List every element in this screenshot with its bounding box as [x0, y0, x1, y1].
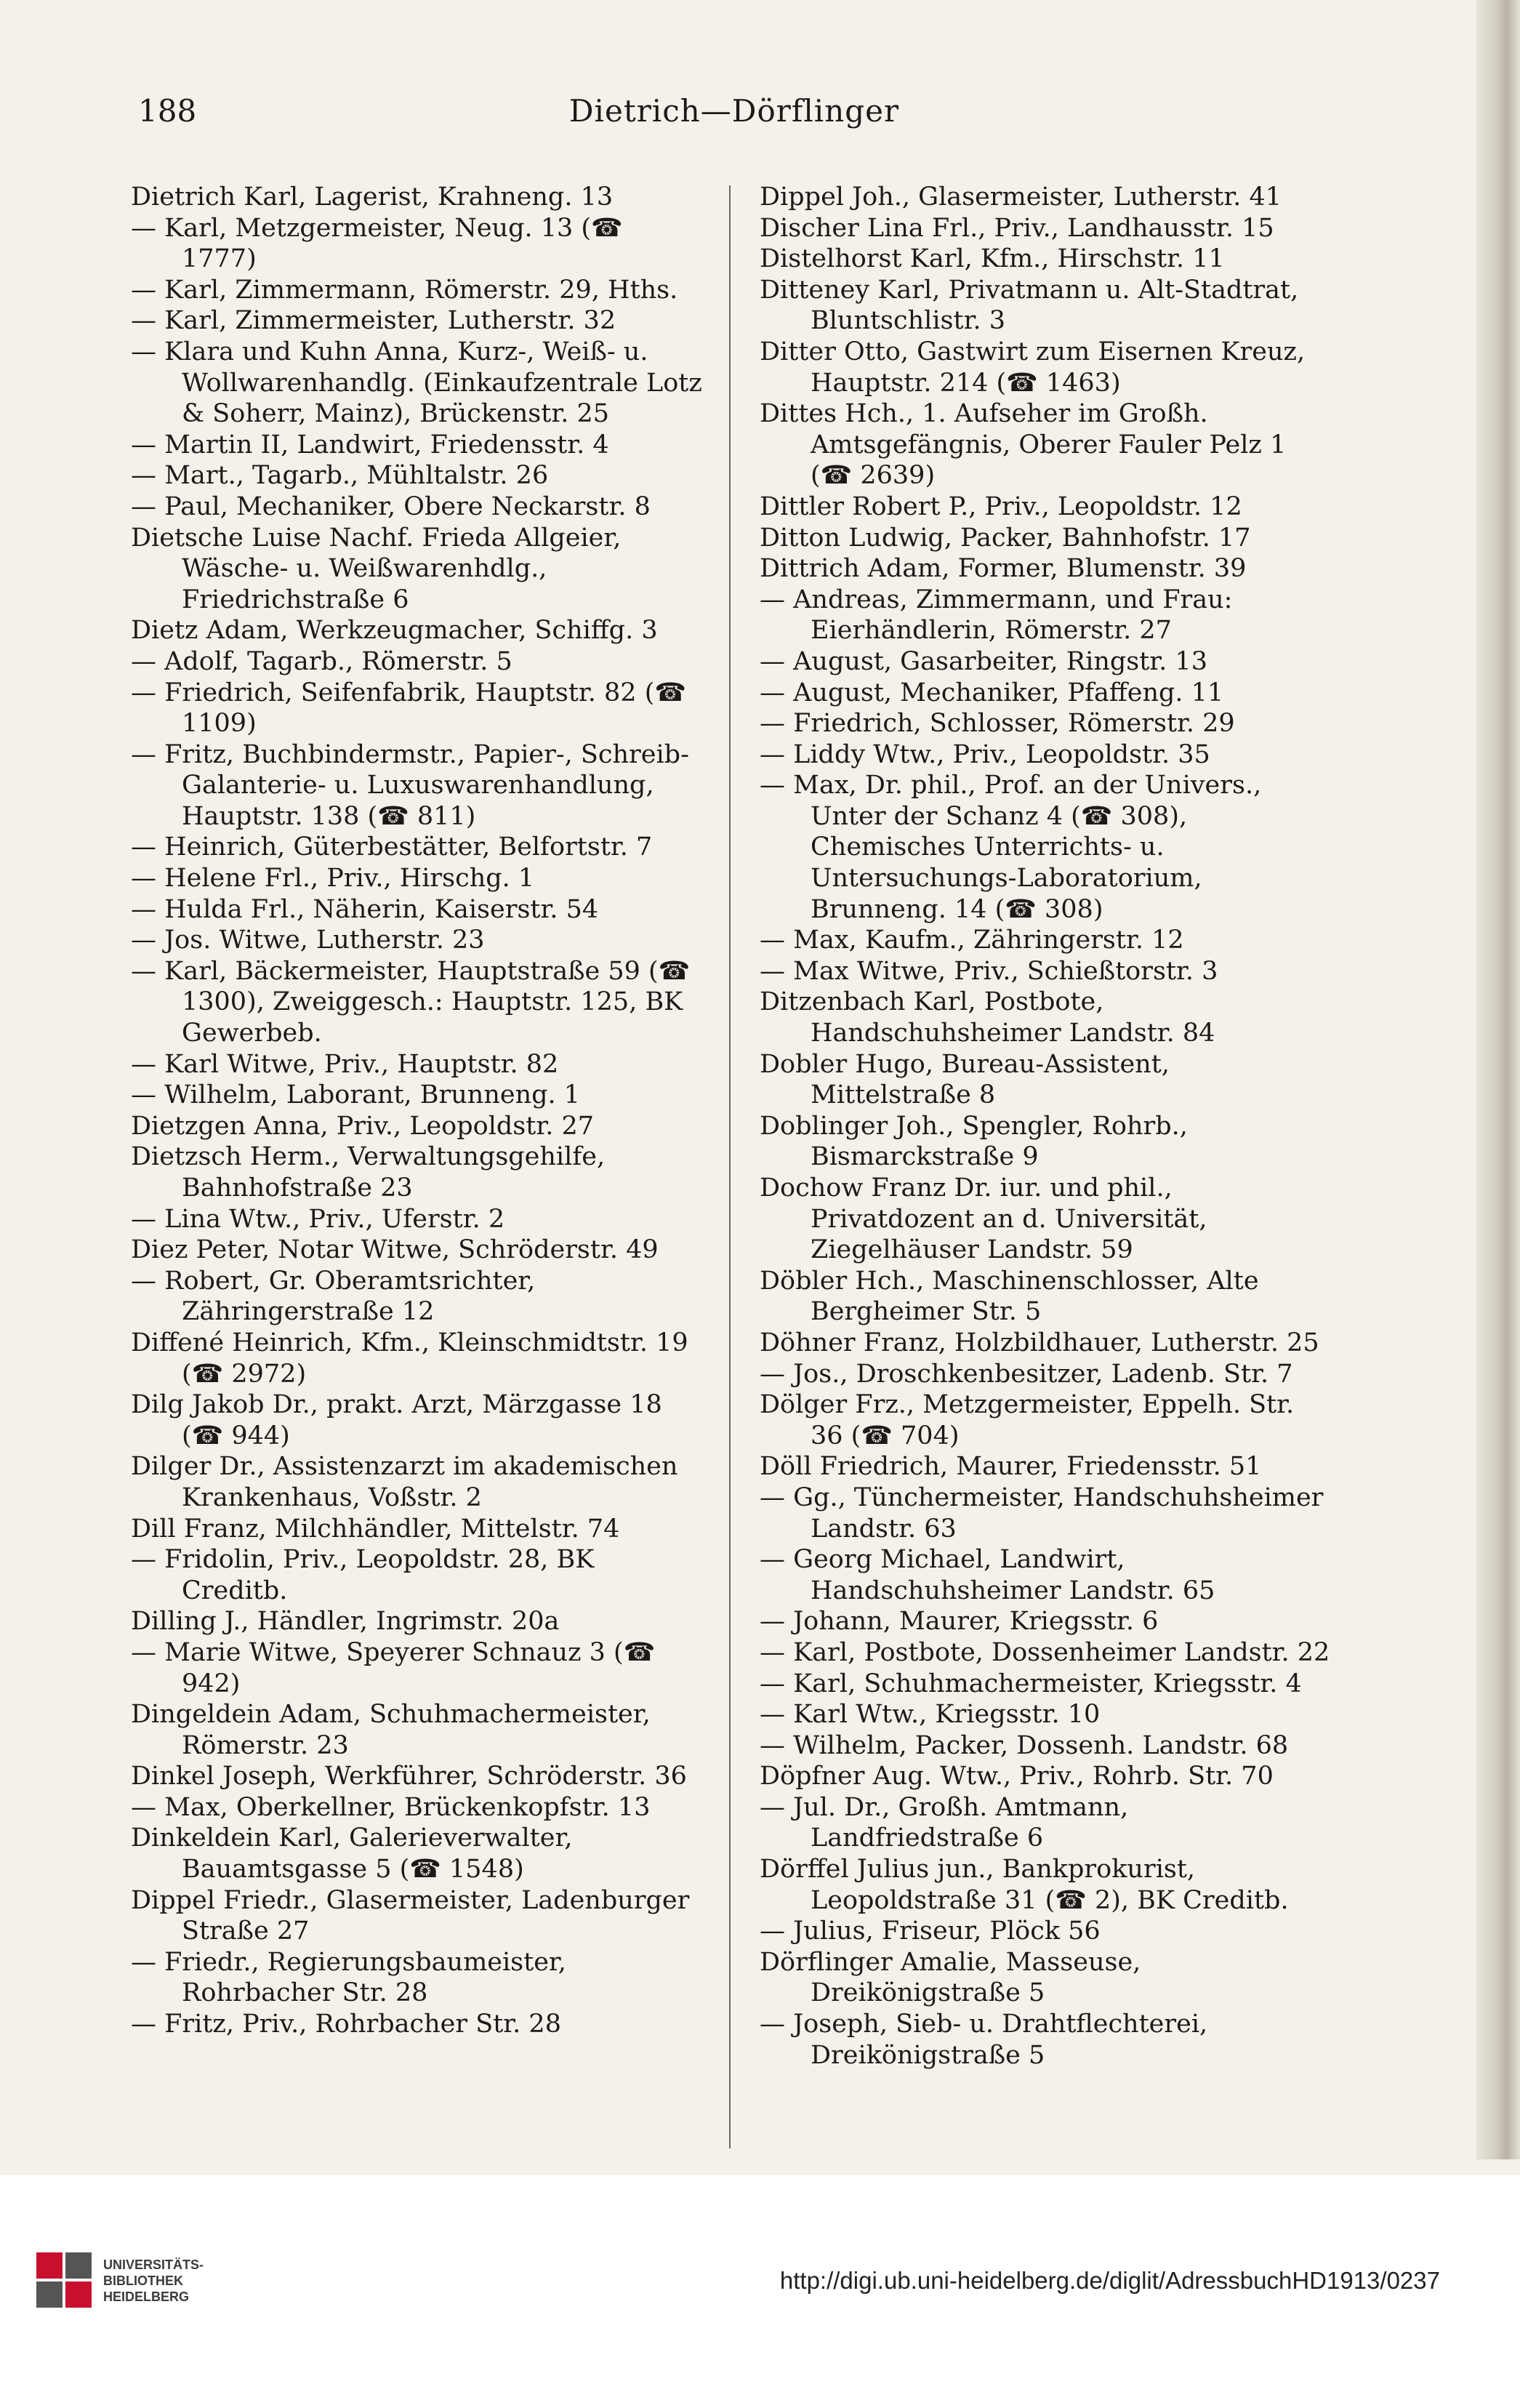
directory-entry: Diez Peter, Notar Witwe, Schröderstr. 49: [131, 1235, 659, 1265]
footer-bar: [0, 2175, 1520, 2408]
page-header: [138, 93, 1330, 137]
directory-entry: Döhner Franz, Holzbildhauer, Lutherstr. 25: [760, 1328, 1319, 1357]
directory-entry: — Wilhelm, Packer, Dossenh. Landstr. 68: [760, 1730, 1289, 1760]
directory-entry: Dölger Frz., Metzgermeister, Eppelh. Str. 36 (☎ 704): [760, 1390, 1295, 1450]
library-name: [103, 2257, 204, 2305]
directory-entry: Dochow Franz Dr. iur. und phil., Privatdozent an d. Universität, Ziegelhäuser Landstr. 59: [760, 1173, 1207, 1265]
directory-entry: Dittler Robert P., Priv., Leopoldstr. 12: [760, 491, 1242, 521]
directory-entry: — Hulda Frl., Näherin, Kaiserstr. 54: [131, 894, 599, 924]
directory-entry: — August, Gasarbeiter, Ringstr. 13: [760, 646, 1207, 676]
directory-entry: — Georg Michael, Landwirt, Handschuhsheimer Landstr. 65: [760, 1545, 1215, 1605]
directory-entry: Dittrich Adam, Former, Blumenstr. 39: [760, 554, 1247, 584]
library-name-line: HEIDELBERG: [103, 2289, 190, 2304]
directory-entry: — Karl, Postbote, Dossenheimer Landstr. 22: [760, 1637, 1330, 1667]
directory-entry: — Julius, Friseur, Plöck 56: [760, 1917, 1101, 1946]
directory-entry: Döpfner Aug. Wtw., Priv., Rohrb. Str. 70: [760, 1762, 1274, 1791]
directory-entry: — Max, Oberkellner, Brückenkopfstr. 13: [131, 1792, 651, 1822]
directory-entry: — Max, Dr. phil., Prof. an der Univers., Unter der Schanz 4 (☎ 308), Chemisches Unterrichts- u. Untersuchungs-Laboratorium, Brunneng. 14 (☎ 308): [760, 771, 1262, 924]
directory-entry: — Johann, Maurer, Kriegsstr. 6: [760, 1607, 1159, 1637]
page-number: 188: [138, 93, 197, 129]
directory-entry: Ditter Otto, Gastwirt zum Eisernen Kreuz, Hauptstr. 214 (☎ 1463): [760, 337, 1306, 398]
directory-entry: Döll Friedrich, Maurer, Friedensstr. 51: [760, 1452, 1262, 1482]
directory-entry: — Karl, Bäckermeister, Hauptstraße 59 (☎ 1300), Zweiggesch.: Hauptstr. 125, BK Gewerbeb.: [131, 956, 691, 1048]
column-divider: [729, 185, 731, 2148]
library-name-line: BIBLIOTHEK: [103, 2273, 183, 2288]
directory-entry: — Friedr., Regierungsbaumeister, Rohrbacher Str. 28: [131, 1947, 566, 2008]
directory-entry: — Wilhelm, Laborant, Brunneng. 1: [131, 1080, 581, 1110]
directory-entry: — Jos. Witwe, Lutherstr. 23: [131, 926, 485, 955]
directory-entry: — Karl Wtw., Kriegsstr. 10: [760, 1700, 1101, 1730]
directory-entry: Ditteney Karl, Privatmann u. Alt-Stadtrat, Bluntschlistr. 3: [760, 275, 1299, 336]
directory-entry: Doblinger Joh., Spengler, Rohrb., Bismarckstraße 9: [760, 1111, 1188, 1172]
directory-entry: Dippel Friedr., Glasermeister, Ladenburger Straße 27: [131, 1885, 690, 1946]
directory-entry: Distelhorst Karl, Kfm., Hirschstr. 11: [760, 244, 1225, 274]
directory-entry: — Mart., Tagarb., Mühltalstr. 26: [131, 461, 549, 491]
directory-entry: — Karl, Metzgermeister, Neug. 13 (☎ 1777): [131, 213, 623, 274]
left-column: [131, 182, 705, 2040]
directory-entry: — Karl, Zimmermann, Römerstr. 29, Hths.: [131, 275, 678, 305]
directory-entry: Dilger Dr., Assistenzarzt im akademischen Krankenhaus, Voßstr. 2: [131, 1452, 678, 1512]
directory-entry: Dilg Jakob Dr., prakt. Arzt, Märzgasse 18 (☎ 944): [131, 1390, 662, 1450]
directory-entry: — Heinrich, Güterbestätter, Belfortstr. 7: [131, 832, 653, 862]
right-column: [760, 182, 1334, 2071]
directory-entry: Dietrich Karl, Lagerist, Krahneng. 13: [131, 182, 614, 212]
library-name-line: UNIVERSITÄTS-: [103, 2258, 204, 2272]
directory-entry: Dietzsch Herm., Verwaltungsgehilfe, Bahnhofstraße 23: [131, 1142, 606, 1203]
directory-entry: Dörffel Julius jun., Bankprokurist, Leopoldstraße 31 (☎ 2), BK Creditb.: [760, 1855, 1289, 1915]
directory-entry: — Max Witwe, Priv., Schießtorstr. 3: [760, 956, 1218, 986]
directory-entry: — Karl Witwe, Priv., Hauptstr. 82: [131, 1049, 559, 1079]
directory-entry: Ditton Ludwig, Packer, Bahnhofstr. 17: [760, 523, 1251, 553]
directory-entry: Dietz Adam, Werkzeugmacher, Schiffg. 3: [131, 616, 658, 646]
directory-entry: Dill Franz, Milchhändler, Mittelstr. 74: [131, 1514, 620, 1544]
directory-entry: Diffené Heinrich, Kfm., Kleinschmidtstr. 19 (☎ 2972): [131, 1328, 688, 1389]
directory-entry: — Martin II, Landwirt, Friedensstr. 4: [131, 430, 609, 459]
directory-entry: Dietsche Luise Nachf. Frieda Allgeier, Wäsche- u. Weißwarenhdlg., Friedrichstraße 6: [131, 523, 622, 614]
directory-entry: — Paul, Mechaniker, Obere Neckarstr. 8: [131, 491, 651, 521]
directory-entry: — Jul. Dr., Großh. Amtmann, Landfriedstraße 6: [760, 1792, 1129, 1853]
scan-page-edge: [1476, 0, 1520, 2159]
directory-entry: — Friedrich, Seifenfabrik, Hauptstr. 82 (☎ 1109): [131, 678, 686, 739]
directory-entry: — Liddy Wtw., Priv., Leopoldstr. 35: [760, 739, 1210, 769]
running-head: Dietrich—Dörflinger: [568, 93, 900, 129]
directory-entry: Dobler Hugo, Bureau-Assistent, Mittelstraße 8: [760, 1049, 1170, 1110]
directory-entry: — Helene Frl., Priv., Hirschg. 1: [131, 864, 535, 894]
source-url-link[interactable]: http://digi.ub.uni-heidelberg.de/diglit/AdressbuchHD1913/0237: [779, 2267, 1440, 2294]
directory-entry: Dilling J., Händler, Ingrimstr. 20a: [131, 1607, 560, 1637]
directory-entry: Döbler Hch., Maschinenschlosser, Alte Bergheimer Str. 5: [760, 1266, 1259, 1327]
directory-entry: — Fridolin, Priv., Leopoldstr. 28, BK Creditb.: [131, 1545, 595, 1605]
directory-entry: — Jos., Droschkenbesitzer, Ladenb. Str. 7: [760, 1359, 1293, 1389]
directory-entry: — Max, Kaufm., Zähringerstr. 12: [760, 926, 1184, 955]
directory-entry: Dinkeldein Karl, Galerieverwalter, Bauamtsgasse 5 (☎ 1548): [131, 1823, 573, 1885]
directory-entry: — Robert, Gr. Oberamtsrichter, Zähringerstraße 12: [131, 1266, 536, 1327]
directory-entry: — Gg., Tünchermeister, Handschuhsheimer Landstr. 63: [760, 1482, 1324, 1544]
directory-entry: Dietzgen Anna, Priv., Leopoldstr. 27: [131, 1111, 595, 1141]
directory-entry: Dinkel Joseph, Werkführer, Schröderstr. 36: [131, 1762, 687, 1791]
directory-entry: — Fritz, Buchbindermstr., Papier-, Schreib- Galanterie- u. Luxuswarenhandlung, Hauptstr. 138 (☎ 811): [131, 739, 689, 831]
directory-entry: — Marie Witwe, Speyerer Schnauz 3 (☎ 942): [131, 1637, 656, 1698]
directory-entry: — Karl, Zimmermeister, Lutherstr. 32: [131, 306, 616, 336]
directory-entry: — Andreas, Zimmermann, und Frau: Eierhändlerin, Römerstr. 27: [760, 585, 1233, 646]
directory-entry: Ditzenbach Karl, Postbote, Handschuhsheimer Landstr. 84: [760, 987, 1215, 1048]
directory-entry: Dingeldein Adam, Schuhmachermeister, Römerstr. 23: [131, 1700, 651, 1760]
directory-entry: — Lina Wtw., Priv., Uferstr. 2: [131, 1204, 505, 1234]
directory-entry: — Adolf, Tagarb., Römerstr. 5: [131, 646, 512, 676]
directory-entry: — August, Mechaniker, Pfaffeng. 11: [760, 678, 1224, 707]
directory-entry: — Klara und Kuhn Anna, Kurz-, Weiß- u. Wollwarenhandlg. (Einkaufzentrale Lotz & Soherr, Mainz), Brückenstr. 25: [131, 337, 702, 429]
directory-entry: Dippel Joh., Glasermeister, Lutherstr. 41: [760, 182, 1282, 212]
directory-entry: Dörflinger Amalie, Masseuse, Dreikönigstraße 5: [760, 1947, 1141, 2008]
directory-entry: — Fritz, Priv., Rohrbacher Str. 28: [131, 2010, 561, 2039]
directory-entry: — Friedrich, Schlosser, Römerstr. 29: [760, 709, 1235, 739]
directory-entry: Discher Lina Frl., Priv., Landhausstr. 15: [760, 213, 1274, 243]
directory-entry: — Karl, Schuhmachermeister, Kriegsstr. 4: [760, 1669, 1302, 1698]
directory-entry: — Joseph, Sieb- u. Drahtflechterei, Dreikönigstraße 5: [760, 2010, 1208, 2070]
university-logo-icon: [36, 2252, 92, 2308]
directory-entry: Dittes Hch., 1. Aufseher im Großh. Amtsgefängnis, Oberer Fauler Pelz 1 (☎ 2639): [760, 399, 1287, 491]
